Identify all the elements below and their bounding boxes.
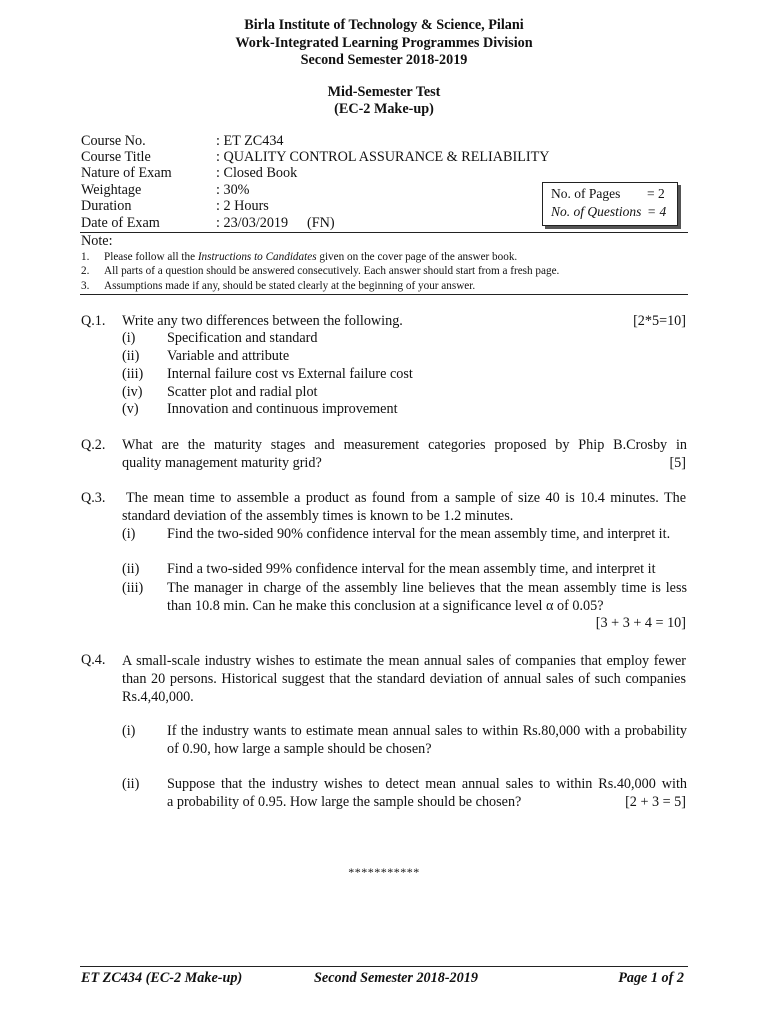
end-marker: *********** (348, 865, 420, 879)
note-1-pre: Please follow all the (104, 251, 198, 263)
questions-value: = 4 (647, 204, 667, 219)
q1-text: Write any two differences between the following. (122, 313, 403, 329)
q4-marks: [2 + 3 = 5] (625, 794, 686, 810)
q4-sub-1-num: (i) (122, 723, 136, 739)
session: (FN) (307, 215, 335, 231)
q3-sub-3: The manager in charge of the assembly line believes that the mean assembly time is less than 10.8 min. Can he make this conclusion at a significance level α of 0.05? (167, 580, 687, 614)
q1-marks: [2*5=10] (633, 313, 686, 329)
course-no-value: : ET ZC434 (216, 133, 284, 149)
date-value: : 23/03/2019 (216, 215, 289, 231)
test-subtitle: (EC-2 Make-up) (334, 101, 434, 117)
institute-name: Birla Institute of Technology & Science, Pilani (244, 17, 524, 33)
note-2-num: 2. (81, 265, 90, 277)
q1-sub-2-num: (ii) (122, 348, 140, 364)
semester: Second Semester 2018-2019 (300, 52, 468, 68)
q3-label: Q.3. (81, 490, 106, 506)
q1-sub-1-num: (i) (122, 330, 136, 346)
note-3-num: 3. (81, 280, 90, 292)
nature-label: Nature of Exam (81, 165, 172, 181)
note-1 (104, 251, 517, 263)
q4-sub-2-line-1: Suppose that the industry wishes to detect mean annual sales to within Rs.40,000 with (167, 776, 687, 792)
note-1-num: 1. (81, 251, 90, 263)
q2-label: Q.2. (81, 437, 106, 453)
q1-sub-5: Innovation and continuous improvement (167, 401, 398, 417)
q1-sub-2: Variable and attribute (167, 348, 290, 364)
nature-value: : Closed Book (216, 165, 298, 181)
q3-sub-3-num: (iii) (122, 580, 144, 596)
q4-sub-2-num: (ii) (122, 776, 140, 792)
questions-label: No. of Questions (551, 204, 642, 219)
course-no-label: Course No. (81, 133, 146, 149)
weightage-label: Weightage (81, 182, 142, 198)
q2-line-1: What are the maturity stages and measurement categories proposed by Phip B.Crosby in (122, 437, 687, 453)
course-title-value: : QUALITY CONTROL ASSURANCE & RELIABILITY (216, 149, 550, 165)
duration-value: : 2 Hours (216, 198, 269, 214)
q4-sub-1: If the industry wants to estimate mean annual sales to within Rs.80,000 with a probability of 0.90, how large a sample should be chosen? (167, 723, 687, 757)
footer-page: Page 1 of 2 (618, 970, 684, 986)
date-label: Date of Exam (81, 215, 160, 231)
note-3: Assumptions made if any, should be stated clearly at the beginning of your answer. (104, 280, 476, 292)
q3-sub-1: Find the two-sided 90% confidence interval for the mean assembly time, and interpret it. (167, 526, 671, 542)
footer-semester: Second Semester 2018-2019 (314, 970, 478, 986)
q4-label: Q.4. (81, 652, 106, 668)
q3-line-1: The mean time to assemble a product as found from a sample of size 40 is 10.4 minutes. The (126, 490, 686, 506)
footer-course: ET ZC434 (EC-2 Make-up) (81, 970, 243, 986)
note-1-emph: Instructions to Candidates (197, 251, 317, 263)
note-2: All parts of a question should be answered consecutively. Each answer should start from a fresh page. (104, 265, 560, 277)
q1-sub-5-num: (v) (122, 401, 139, 417)
q2-marks: [5] (669, 455, 686, 471)
q3-sub-2: Find a two-sided 99% confidence interval for the mean assembly time, and interpret it (167, 561, 656, 577)
weightage-value: : 30% (216, 182, 250, 198)
pages-label: No. of Pages (551, 186, 621, 201)
q4-text: A small-scale industry wishes to estimate the mean annual sales of companies that employ fewer than 20 persons. Historical suggest that the standard deviation of annual sales of such companies Rs.4,40,000. (122, 653, 686, 705)
q1-sub-3: Internal failure cost vs External failure cost (167, 366, 413, 382)
note-title: Note: (81, 233, 113, 249)
course-title-label: Course Title (81, 149, 151, 165)
duration-label: Duration (81, 198, 132, 214)
q1-label: Q.1. (81, 313, 106, 329)
divider-bottom (80, 294, 688, 295)
divider-top (80, 232, 688, 233)
q4-sub-2-line-2: a probability of 0.95. How large the sample should be chosen? (167, 794, 522, 810)
footer-divider (80, 966, 688, 967)
q1-sub-4-num: (iv) (122, 384, 143, 400)
test-title: Mid-Semester Test (327, 84, 441, 100)
division-name: Work-Integrated Learning Programmes Division (235, 35, 533, 51)
q1-sub-4: Scatter plot and radial plot (167, 384, 318, 400)
note-1-post: given on the cover page of the answer book. (316, 251, 518, 263)
pages-info-box (542, 182, 678, 226)
q2-line-2: quality management maturity grid? (122, 455, 322, 471)
q3-sub-2-num: (ii) (122, 561, 140, 577)
q1-sub-1: Specification and standard (167, 330, 318, 346)
q3-line-2: standard deviation of the assembly times is known to be 1.2 minutes. (122, 508, 514, 524)
q1-sub-3-num: (iii) (122, 366, 144, 382)
q3-sub-1-num: (i) (122, 526, 136, 542)
q3-marks: [3 + 3 + 4 = 10] (595, 615, 686, 631)
pages-value: = 2 (647, 186, 665, 201)
